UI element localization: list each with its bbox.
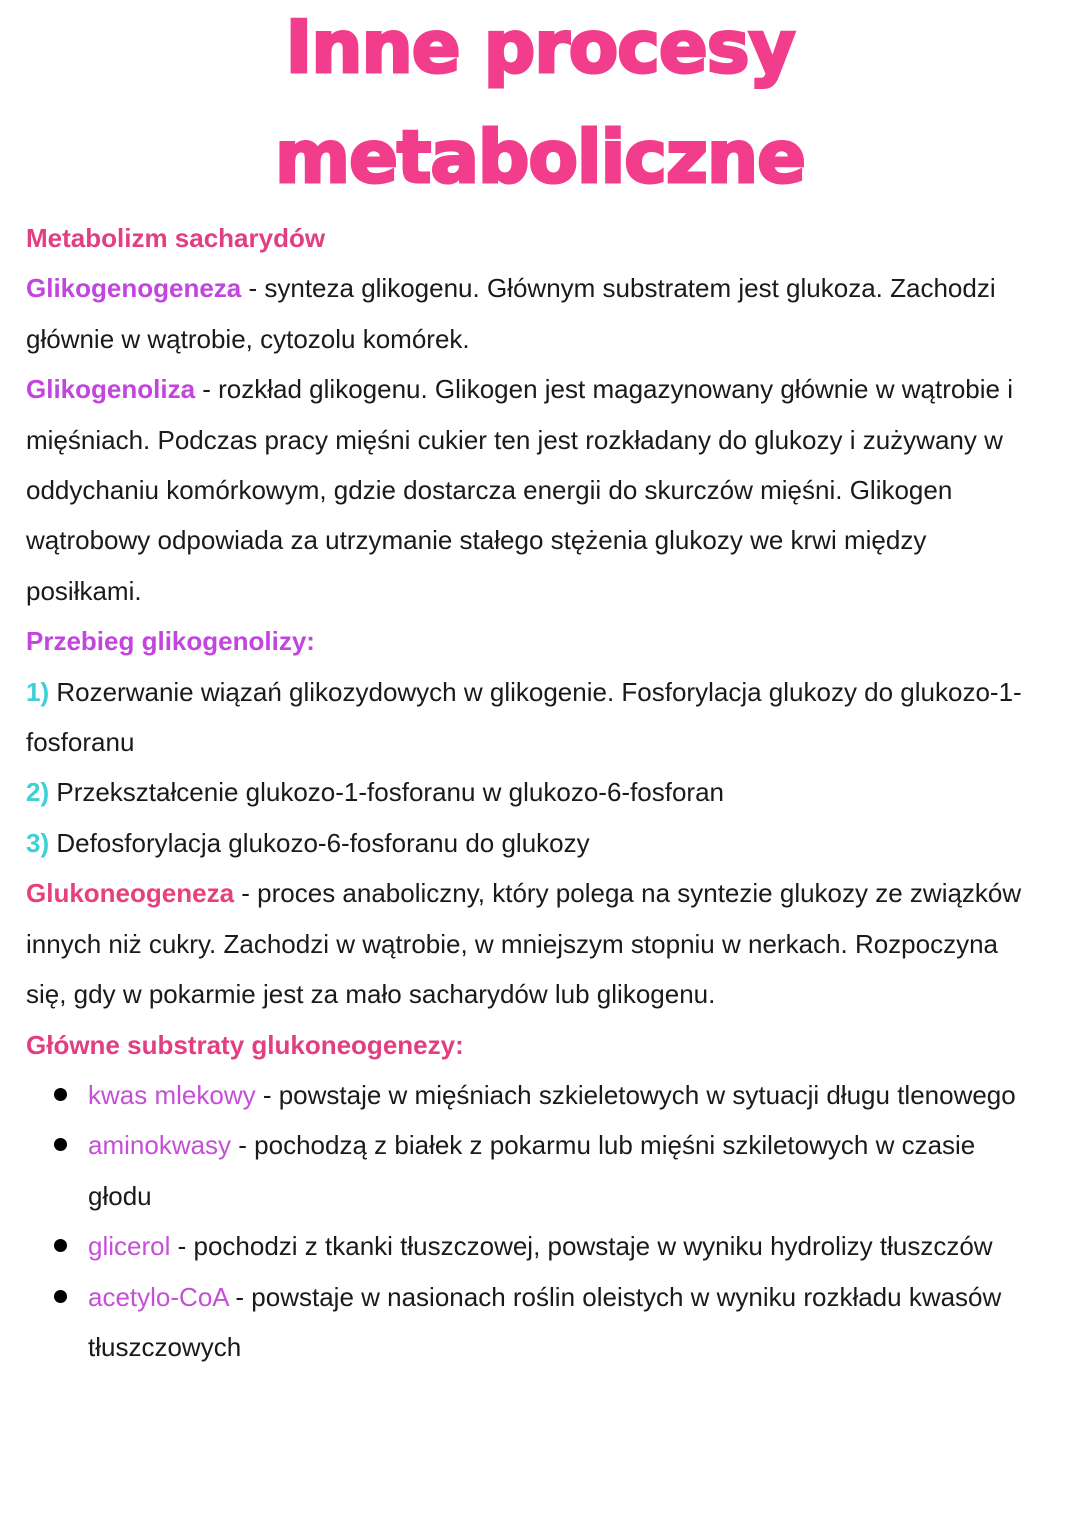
step-number: 2) <box>26 777 50 808</box>
title-line: metaboliczne <box>275 115 805 199</box>
step-number: 1) <box>26 676 50 707</box>
subheading-substraty: Główne substraty glukoneogenezy: <box>26 1029 464 1060</box>
step <box>26 767 1036 817</box>
list-item <box>26 1120 1036 1221</box>
bullet-icon <box>54 1239 67 1252</box>
definition: - pochodzi z tkanki tłuszczowej, powstaje w wyniku hydrolizy tłuszczów <box>170 1231 993 1262</box>
term: kwas mlekowy <box>88 1079 256 1110</box>
step-text: Rozerwanie wiązań glikozydowych w glikogenie. Fosforylacja glukozy do glukozo-1-fosforanu <box>26 676 1022 758</box>
page-title <box>0 0 1080 212</box>
term: Glikogenogeneza <box>26 273 242 304</box>
term: Glukoneogeneza <box>26 878 235 909</box>
step-number: 3) <box>26 827 50 858</box>
list-item <box>26 1272 1036 1373</box>
paragraph-glikogenogeneza <box>26 263 1036 364</box>
term: glicerol <box>88 1231 171 1262</box>
bullet-icon <box>54 1290 67 1303</box>
substrate-list <box>26 1070 1036 1372</box>
list-item <box>26 1070 1036 1120</box>
step-text: Defosforylacja glukozo-6-fosforanu do glukozy <box>49 827 590 858</box>
term: Glikogenoliza <box>26 374 196 405</box>
definition: - synteza glikogenu. Głównym substratem jest glukoza. Zachodzi głównie w wątrobie, cytozolu komórek. <box>26 273 996 354</box>
subheading-przebieg: Przebieg glikogenolizy: <box>26 626 315 657</box>
term: acetylo-CoA <box>88 1281 229 1312</box>
bullet-icon <box>54 1138 67 1151</box>
paragraph-glukoneogeneza <box>26 868 1036 1019</box>
title-line: Inne procesy <box>285 5 795 89</box>
list-item <box>26 1221 1036 1271</box>
paragraph-glikogenoliza <box>26 364 1036 616</box>
bullet-icon <box>54 1088 67 1101</box>
definition: - powstaje w nasionach roślin oleistych w wyniku rozkładu kwasów tłuszczowych <box>88 1281 1002 1362</box>
term: aminokwasy <box>88 1130 232 1161</box>
document-body <box>26 213 1036 1372</box>
definition: - proces anaboliczny, który polega na syntezie glukozy ze związków innych niż cukry. Zachodzi w wątrobie, w mniejszym stopniu w nerkach. Rozpoczyna się, gdy w pokarmie jest za mało sacharydów lub glikogenu. <box>26 878 1022 1010</box>
definition: - pochodzą z białek z pokarmu lub mięśni szkiletowych w czasie głodu <box>88 1130 976 1211</box>
step <box>26 818 1036 868</box>
definition: - powstaje w mięśniach szkieletowych w sytuacji długu tlenowego <box>255 1079 1016 1110</box>
step <box>26 667 1036 768</box>
definition: - rozkład glikogenu. Glikogen jest magazynowany głównie w wątrobie i mięśniach. Podczas pracy mięśni cukier ten jest rozkładany do glukozy i zużywany w oddychaniu komórkowym, gdzie dostarcza energii do skurczów mięśni. Glikogen wątrobowy odpowiada za utrzymanie stałego stężenia glukozy we krwi między posiłkami. <box>26 374 1014 606</box>
step-text: Przekształcenie glukozo-1-fosforanu w glukozo-6-fosforan <box>49 777 725 808</box>
section-heading: Metabolizm sacharydów <box>26 223 326 253</box>
